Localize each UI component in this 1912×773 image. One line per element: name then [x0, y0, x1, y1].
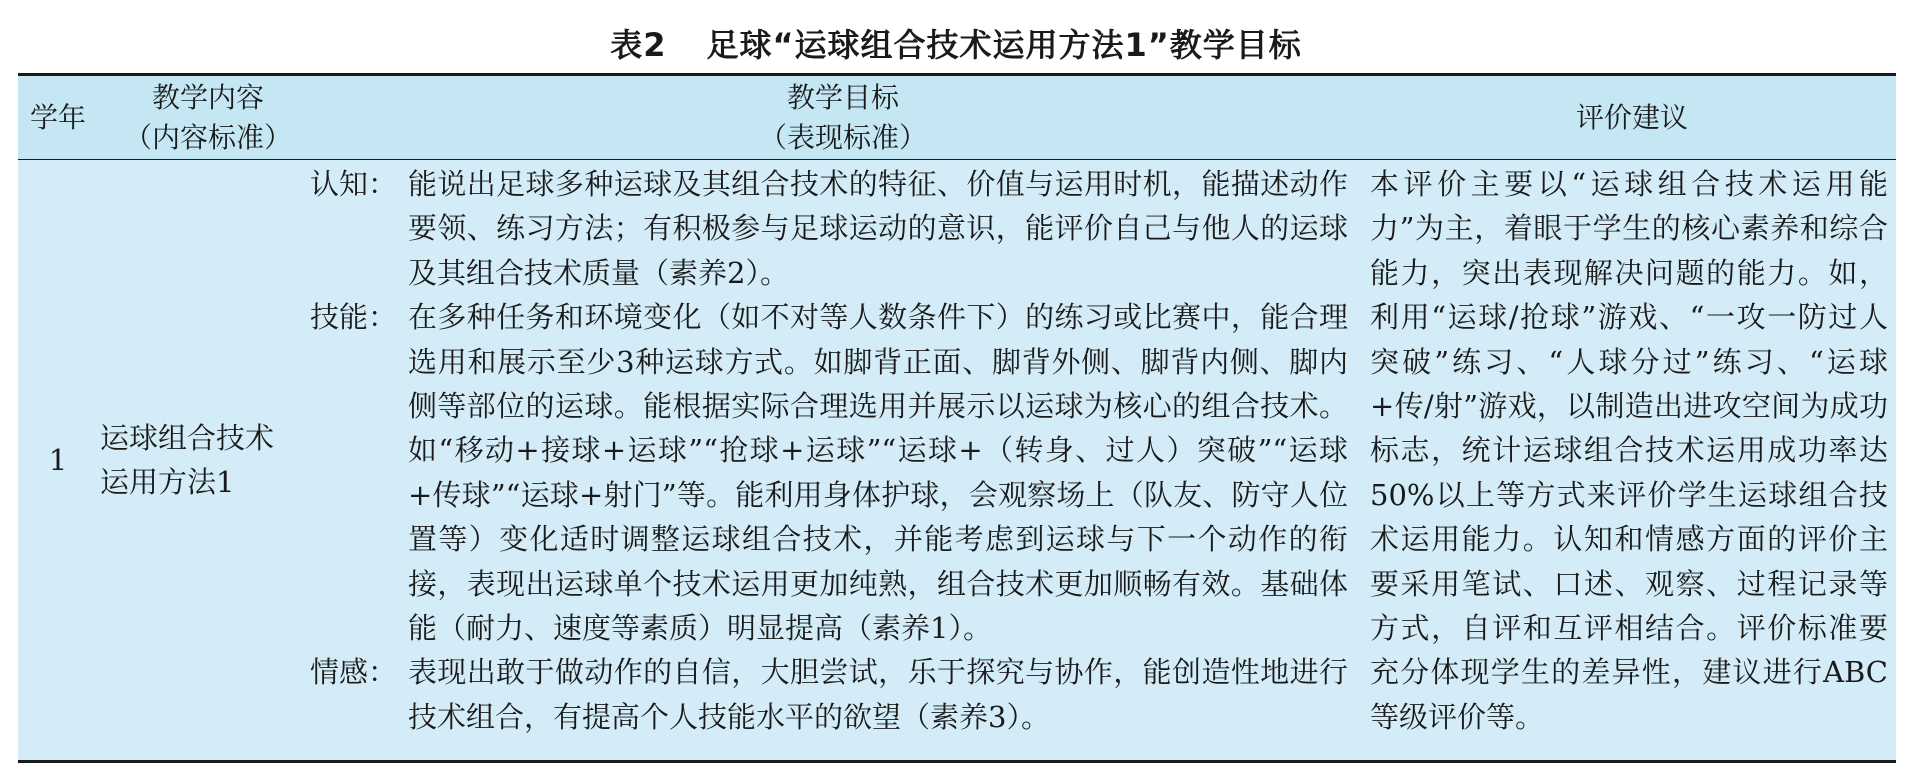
goal-cognition-label: 认知：	[310, 167, 398, 201]
table-title	[0, 20, 1912, 66]
row-goals	[310, 162, 1348, 739]
header-eval	[1368, 76, 1896, 160]
header-goal-line1: 教学目标	[786, 81, 899, 114]
goals-table	[18, 73, 1896, 763]
header-year-label: 学年	[29, 101, 86, 134]
header-goal-line2: （表现标准）	[758, 121, 927, 154]
header-content-line1: 教学内容	[151, 81, 264, 114]
row-year	[18, 160, 98, 760]
row-content	[100, 160, 318, 760]
header-goal	[318, 76, 1368, 160]
row-eval	[1370, 162, 1888, 739]
row-year-value: 1	[48, 443, 68, 477]
header-content	[98, 76, 318, 160]
row-content-line2: 运用方法1	[100, 465, 235, 499]
row-content-line1: 运球组合技术	[100, 421, 275, 455]
row-eval-text: 本评价主要以“运球组合技术运用能力”为主，着眼于学生的核心素养和综合能力，突出表现解决问题的能力。如，利用“运球/抢球”游戏、“一攻一防过人突破”练习、“人球分过”练习、“运球+传/射”游戏，以制造出进攻空间为成功标志，统计运球组合技术运用成功率达50%以上等方式来评价学生运球组合技术运用能力。认知和情感方面的评价主要采用笔试、口述、观察、过程记录等方式，自评和互评相结合。评价标准要充分体现学生的差异性，建议进行ABC等级评价等。	[1370, 167, 1888, 734]
goal-emotion-text: 表现出敢于做动作的自信，大胆尝试，乐于探究与协作，能创造性地进行技术组合，有提高个人技能水平的欲望（素养3）。	[408, 655, 1348, 734]
table-title-text: 足球“运球组合技术运用方法1”教学目标	[706, 26, 1302, 64]
goal-cognition-text: 能说出足球多种运球及其组合技术的特征、价值与运用时机，能描述动作要领、练习方法；有积极参与足球运动的意识，能评价自己与他人的运球及其组合技术质量（素养2）。	[408, 167, 1348, 290]
goal-skill-label: 技能：	[310, 300, 398, 335]
goal-emotion-label: 情感：	[310, 655, 398, 690]
goal-cognition	[310, 162, 1348, 295]
goal-skill-text: 在多种任务和环境变化（如不对等人数条件下）的练习或比赛中，能合理选用和展示至少3种运球方式。如脚背正面、脚背外侧、脚背内侧、脚内侧等部位的运球。能根据实际合理选用并展示以运球为核心的组合技术。如“移动+接球+运球”“抢球+运球”“运球+（转身、过人）突破”“运球+传球”“运球+射门”等。能利用身体护球，会观察场上（队友、防守人位置等）变化适时调整运球组合技术，并能考虑到运球与下一个动作的衔接，表现出运球单个技术运用更加纯熟，组合技术更加顺畅有效。基础体能（耐力、速度等素质）明显提高（素养1）。	[408, 300, 1348, 646]
table-header	[18, 76, 1896, 160]
header-eval-label: 评价建议	[1575, 101, 1688, 134]
goal-skill	[310, 295, 1348, 650]
goal-emotion	[310, 650, 1348, 739]
table-number: 表2	[610, 26, 667, 64]
header-content-line2: （内容标准）	[123, 121, 292, 154]
header-year	[18, 76, 98, 160]
